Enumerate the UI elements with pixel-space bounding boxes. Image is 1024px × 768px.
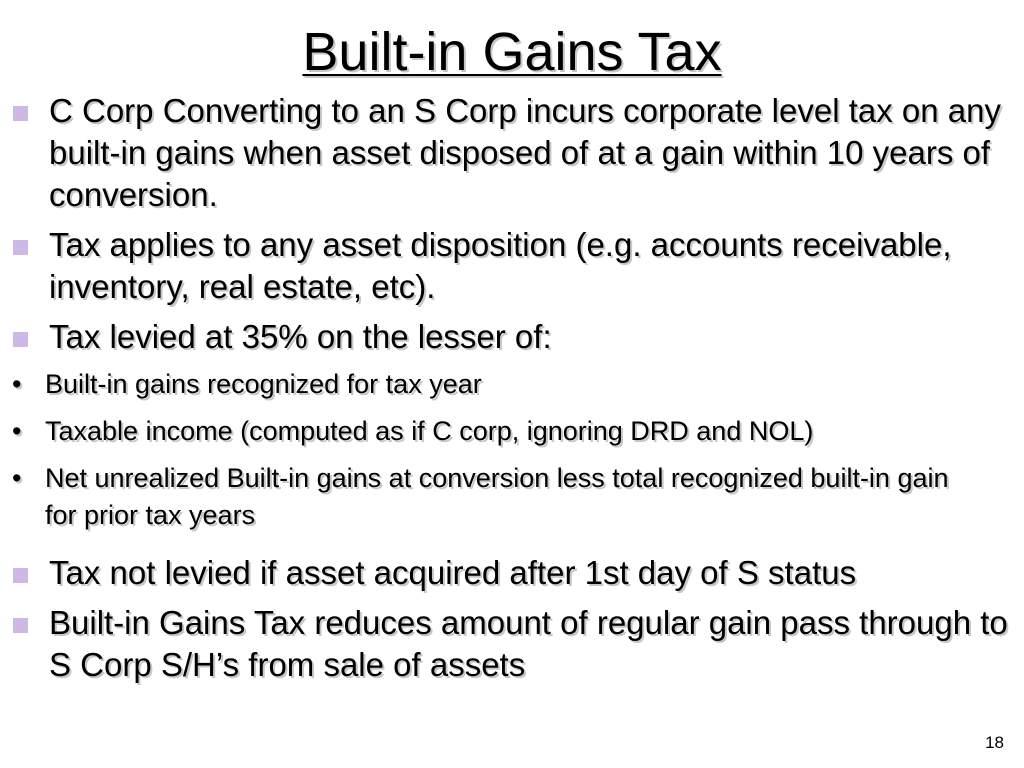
bullet-text: Tax levied at 35% on the lesser of: [49, 318, 552, 355]
page-number: 18 [985, 733, 1004, 752]
bullet-item [49, 224, 1008, 316]
sub-bullet-text: Net unrealized Built-in gains at conversion less total recognized built-in gain for prior tax years [45, 463, 949, 530]
bullet-item [49, 90, 1008, 224]
bullet-item [49, 552, 1008, 602]
round-bullet-icon: • [12, 416, 22, 446]
square-bullet-icon [13, 568, 28, 583]
bullet-text: Tax not levied if asset acquired after 1st day of S status [49, 554, 857, 591]
square-bullet-icon [13, 240, 28, 255]
sub-bullet-group [0, 366, 1024, 552]
sub-bullet-item [12, 460, 984, 534]
sub-bullet-item [12, 413, 984, 450]
bullet-item [49, 602, 1008, 694]
bullet-text: C Corp Converting to an S Corp incurs corporate level tax on any built-in gains when asset disposed of at a gain within 10 years of conversion. [49, 92, 1001, 213]
bullet-item [49, 316, 1008, 366]
bullet-list [0, 90, 1024, 694]
sub-bullet-text: Taxable income (computed as if C corp, ignoring DRD and NOL) [45, 416, 814, 446]
square-bullet-icon [13, 618, 28, 633]
bullet-text: Tax applies to any asset disposition (e.g. accounts receivable, inventory, real estate, etc). [49, 226, 952, 305]
sub-bullet-item [12, 366, 984, 403]
round-bullet-icon: • [12, 369, 22, 399]
bullet-text: Built-in Gains Tax reduces amount of regular gain pass through to S Corp S/H’s from sale of assets [49, 604, 1008, 683]
round-bullet-icon: • [12, 463, 22, 493]
square-bullet-icon [13, 332, 28, 347]
sub-bullet-list [0, 366, 1024, 552]
sub-bullet-text: Built-in gains recognized for tax year [45, 369, 482, 399]
square-bullet-icon [13, 106, 28, 121]
slide-title: Built-in Gains Tax [302, 22, 722, 82]
